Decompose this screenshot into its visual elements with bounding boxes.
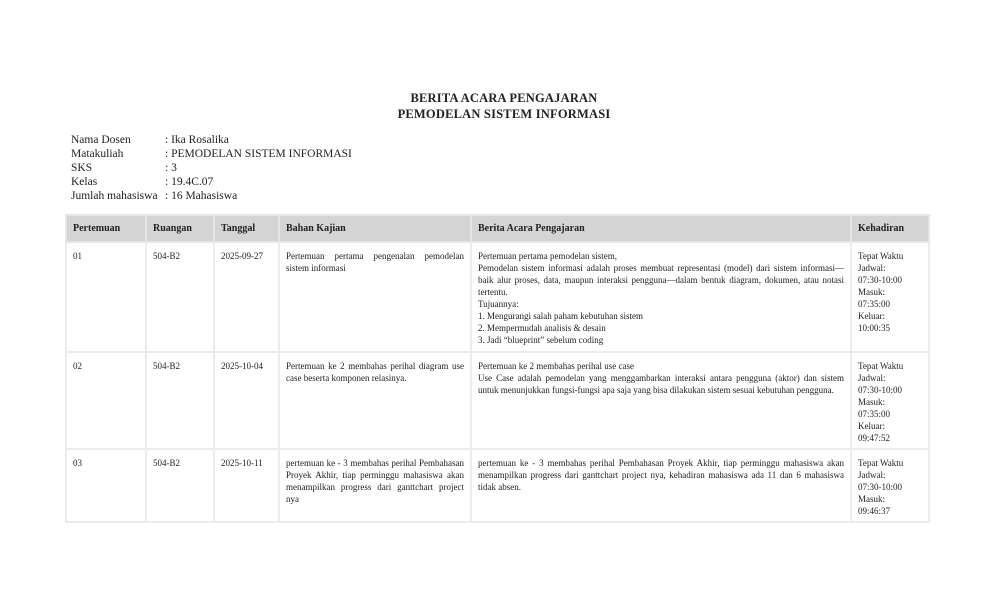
column-header-ruangan: Ruangan [146,215,214,242]
kehadiran-line: Masuk: [858,397,885,407]
info-row-dosen [71,133,352,147]
berita-line: Pertemuan pertama pemodelan sistem, [478,251,617,261]
title-line-1: BERITA ACARA PENGAJARAN [410,91,598,105]
table-row [66,242,929,352]
kehadiran-line: Masuk: [858,287,885,297]
berita-line: 1. Mengurangi salah paham kebutuhan sistem [478,311,643,321]
info-row-sks [71,161,352,175]
kehadiran-line: Jadwal: [858,373,886,383]
kehadiran-status: Tepat Waktu [858,361,904,371]
cell-ruangan: 504-B2 [146,449,214,522]
berita-line: 3. Jadi “blueprint” sebelum coding [478,335,604,345]
kehadiran-line: 07:30-10:00 [858,385,902,395]
teaching-record-table [65,214,930,523]
title-line-2: PEMODELAN SISTEM INFORMASI [397,107,611,121]
kehadiran-line: Masuk: [858,494,885,504]
kehadiran-line: 07:30-10:00 [858,482,902,492]
column-header-kehadiran: Kehadiran [851,215,929,242]
berita-line: Use Case adalah pemodelan yang menggambarkan interaksi antara pengguna (aktor) dan sistem untuk menunjukkan fungsi-fungsi apa saja yang bisa dilakukan sistem sesuai kebutuhan pengguna. [478,373,844,395]
cell-kehadiran [851,449,929,522]
berita-line: pertemuan ke - 3 membahas perihal Pembahasan Proyek Akhir, tiap perminggu mahasiswa akan menampilkan progress dari ganttchart project nya, kehadiran mahasiswa ada 11 dan 6 mahasiswa tidak absen. [478,458,844,492]
table-row [66,352,929,449]
kehadiran-line: Keluar: [858,421,885,431]
cell-berita-acara [471,242,851,352]
info-label: Kelas [71,176,98,188]
kehadiran-line: 09:46:37 [858,506,891,516]
column-header-pertemuan: Pertemuan [66,215,146,242]
cell-berita-acara [471,449,851,522]
table-row [66,449,929,522]
cell-berita-acara [471,352,851,449]
info-value: : 3 [165,162,177,174]
berita-line: 2. Mempermudah analisis & desain [478,323,606,333]
cell-tanggal: 2025-10-04 [214,352,279,449]
kehadiran-line: 07:35:00 [858,409,891,419]
kehadiran-line: Keluar: [858,311,885,321]
cell-tanggal: 2025-09-27 [214,242,279,352]
column-header-tanggal: Tanggal [214,215,279,242]
column-header-berita-acara: Berita Acara Pengajaran [471,215,851,242]
kehadiran-line: Jadwal: [858,470,886,480]
info-label: Matakuliah [71,148,124,160]
column-header-bahan-kajian: Bahan Kajian [279,215,471,242]
info-value: : 16 Mahasiswa [165,190,238,202]
info-row-kelas [71,175,352,189]
cell-bahan-kajian: Pertemuan ke 2 membahas perihal diagram use case beserta komponen relasinya. [279,352,471,449]
cell-kehadiran [851,242,929,352]
course-info [71,133,352,203]
berita-line: Pemodelan sistem informasi adalah proses membuat representasi (model) dari sistem informasi—baik alur proses, data, maupun interaksi pengguna—dalam bentuk diagram, dokumen, atau notasi tertentu. [478,263,844,297]
cell-ruangan: 504-B2 [146,242,214,352]
info-label: Nama Dosen [71,134,131,146]
cell-bahan-kajian: Pertemuan pertama pengenalan pemodelan sistem informasi [279,242,471,352]
kehadiran-status: Tepat Waktu [858,458,904,468]
cell-pertemuan: 02 [66,352,146,449]
berita-line: Pertemuan ke 2 membahas perihal use case [478,361,634,371]
info-row-jumlah-mahasiswa [71,189,352,203]
info-value: : 19.4C.07 [165,176,214,188]
kehadiran-line: 07:35:00 [858,299,891,309]
kehadiran-status: Tepat Waktu [858,251,904,261]
kehadiran-line: 10:00:35 [858,323,891,333]
kehadiran-line: Jadwal: [858,263,886,273]
cell-ruangan: 504-B2 [146,352,214,449]
cell-pertemuan: 01 [66,242,146,352]
info-value: : PEMODELAN SISTEM INFORMASI [165,148,352,160]
info-value: : Ika Rosalika [165,134,229,146]
table-header-row [66,215,929,242]
info-label: SKS [71,162,93,174]
info-row-matakuliah [71,147,352,161]
document-title [0,90,1008,122]
cell-kehadiran [851,352,929,449]
cell-pertemuan: 03 [66,449,146,522]
cell-tanggal: 2025-10-11 [214,449,279,522]
kehadiran-line: 09:47:52 [858,433,891,443]
berita-line: Tujuannya: [478,299,519,309]
kehadiran-line: 07:30-10:00 [858,275,902,285]
info-label: Jumlah mahasiswa [71,190,158,202]
cell-bahan-kajian: pertemuan ke - 3 membahas perihal Pembahasan Proyek Akhir, tiap perminggu mahasiswa akan menampilkan progress dari ganttchart project nya [279,449,471,522]
